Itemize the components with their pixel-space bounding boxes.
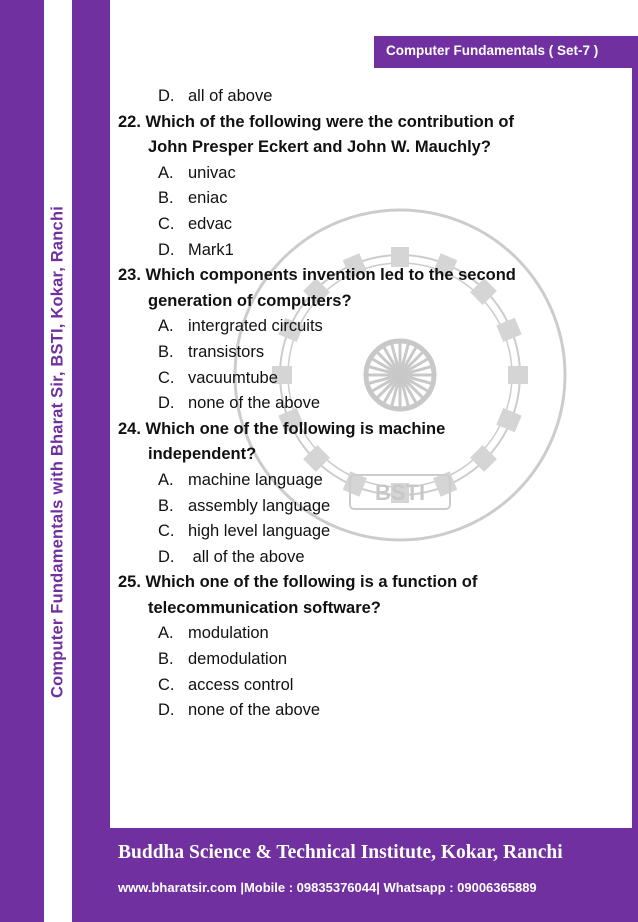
option-letter: D.	[158, 701, 175, 720]
option-letter: D.	[158, 87, 175, 105]
option-text: vacuumtube	[188, 368, 278, 387]
option-text: univac	[188, 163, 236, 182]
question-text-continued: independent?	[148, 445, 257, 464]
option-text: intergrated circuits	[188, 317, 323, 336]
option-text: assembly language	[188, 496, 331, 515]
option-text: transistors	[188, 342, 265, 361]
question-23	[118, 263, 618, 417]
option-text: demodulation	[188, 650, 288, 669]
question-22	[118, 110, 618, 264]
question-list	[118, 84, 618, 724]
option-a	[118, 314, 618, 340]
option-letter: A.	[158, 470, 174, 489]
option-letter: C.	[158, 368, 175, 387]
header-title: Computer Fundamentals ( Set-7 )	[386, 43, 599, 58]
option-a	[118, 161, 618, 187]
option-b	[118, 494, 618, 520]
option-d	[118, 698, 618, 724]
question-text-continued: John Presper Eckert and John W. Mauchly?	[148, 138, 491, 157]
contact-line: www.bharatsir.com |Mobile : 09835376044| Whatsapp : 09006365889	[118, 880, 537, 895]
option-c	[118, 519, 618, 545]
option-text: modulation	[188, 624, 269, 643]
option-letter: A.	[158, 163, 174, 182]
option-text: all of the above	[188, 547, 305, 566]
option-text: edvac	[188, 214, 233, 233]
option-letter: B.	[158, 496, 174, 515]
option-text: access control	[188, 675, 294, 694]
question-text-continued: telecommunication software?	[148, 598, 381, 617]
sidebar-vertical-title: Computer Fundamentals with Bharat Sir, BSTI, Kokar, Ranchi	[48, 205, 67, 699]
option-text: all of above	[188, 87, 273, 105]
option-text: machine language	[188, 470, 323, 489]
option-letter: B.	[158, 342, 174, 361]
option-text: Mark1	[188, 240, 234, 259]
footer-banner	[110, 828, 638, 922]
question-24	[118, 417, 618, 571]
option-letter: B.	[158, 650, 174, 669]
option-b	[118, 186, 618, 212]
option-b	[118, 647, 618, 673]
option-letter: D.	[158, 547, 175, 566]
question-25	[118, 570, 618, 724]
header-badge	[374, 36, 638, 68]
question-text: 22. Which of the following were the contribution of	[118, 112, 514, 131]
option-letter: A.	[158, 317, 174, 336]
option-letter: A.	[158, 624, 174, 643]
institute-name: Buddha Science & Technical Institute, Kokar, Ranchi	[118, 842, 563, 863]
question-text: 23. Which components invention led to the second	[118, 266, 516, 285]
option-text: none of the above	[188, 701, 321, 720]
seal-center-text: BSTI	[374, 480, 426, 505]
option-c	[118, 673, 618, 699]
right-purple-bar	[632, 68, 638, 828]
option-a	[118, 468, 618, 494]
option-letter: D.	[158, 394, 175, 413]
carry-over-option	[118, 84, 618, 110]
option-letter: C.	[158, 675, 175, 694]
option-d	[118, 238, 618, 264]
option-letter: B.	[158, 189, 174, 208]
option-a	[118, 621, 618, 647]
option-letter: D.	[158, 240, 175, 259]
question-text: 25. Which one of the following is a function of	[118, 573, 478, 592]
option-d	[118, 391, 618, 417]
question-text: 24. Which one of the following is machine	[118, 419, 446, 438]
option-b	[118, 340, 618, 366]
option-letter: C.	[158, 214, 175, 233]
question-text-continued: generation of computers?	[148, 291, 352, 310]
option-c	[118, 366, 618, 392]
option-text: none of the above	[188, 394, 321, 413]
option-d	[118, 545, 618, 571]
option-text: high level language	[188, 522, 331, 541]
option-text: eniac	[188, 189, 228, 208]
option-letter: C.	[158, 522, 175, 541]
option-c	[118, 212, 618, 238]
